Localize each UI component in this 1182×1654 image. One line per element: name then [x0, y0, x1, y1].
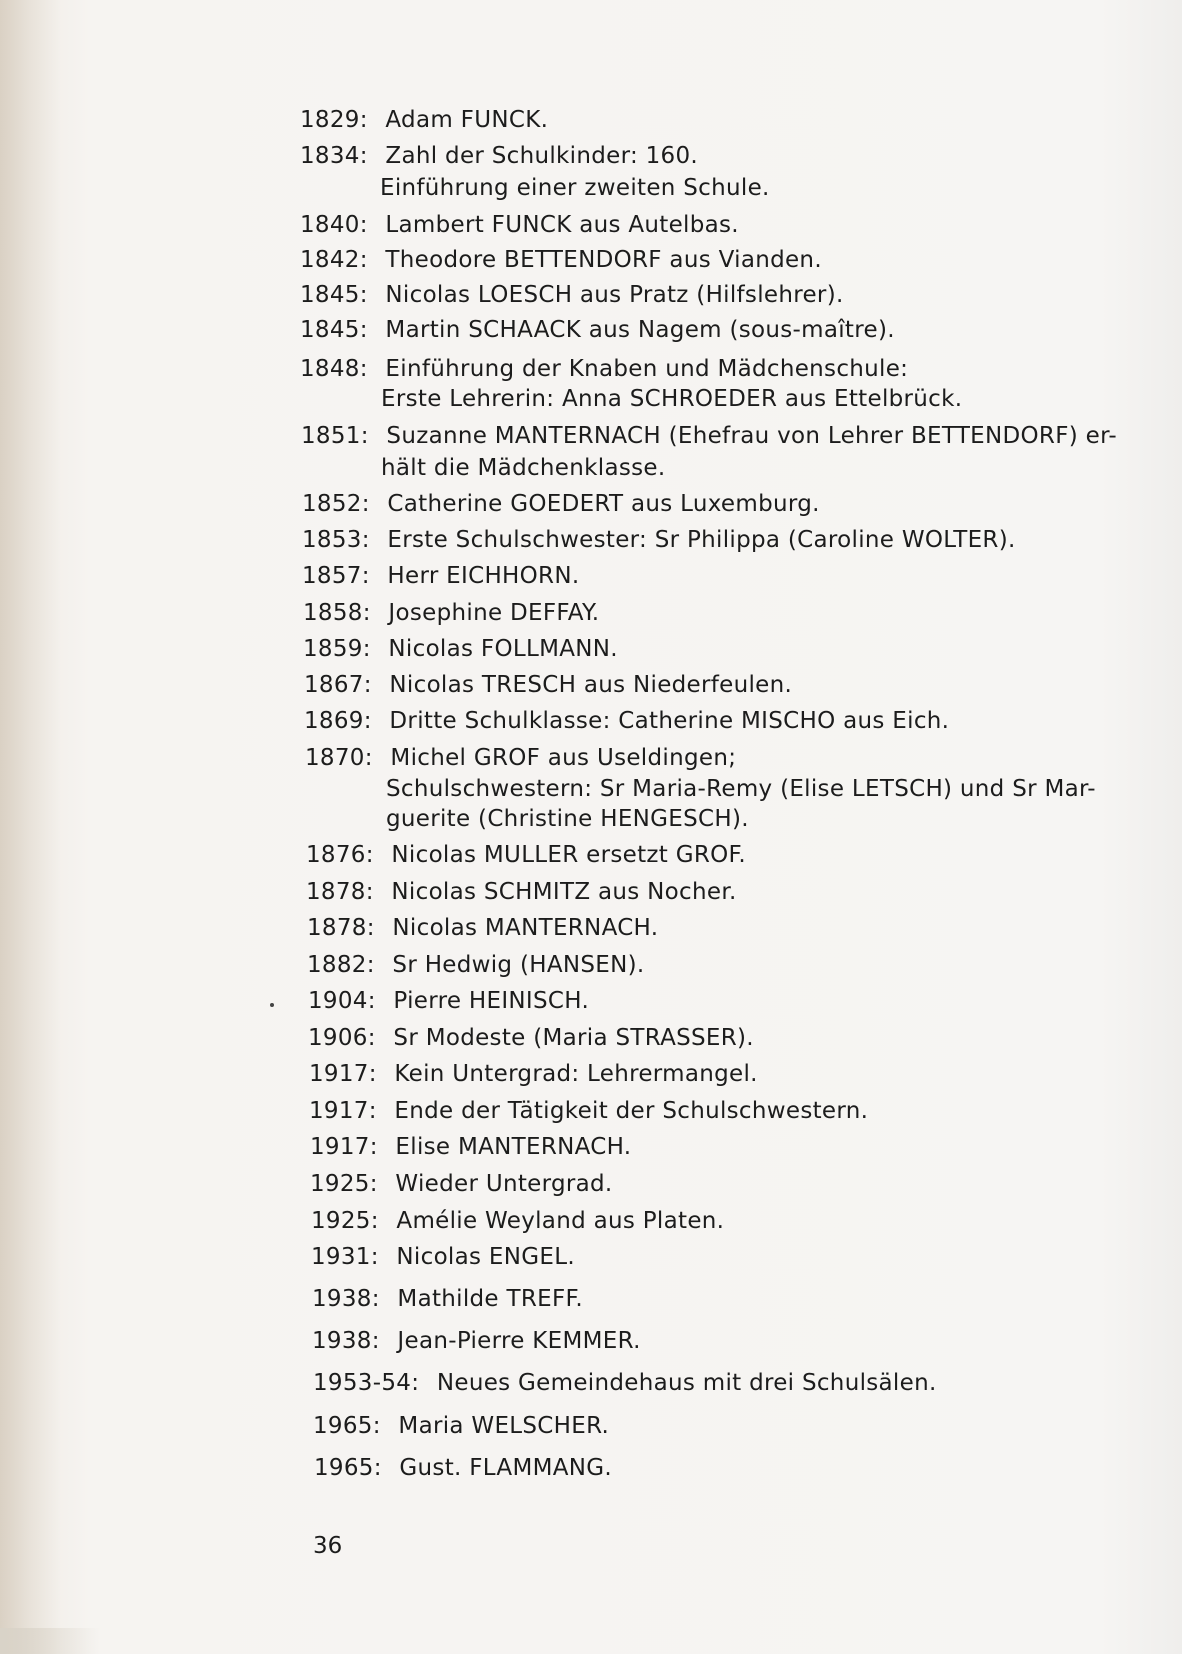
entry-text: Pierre HEINISCH. [393, 988, 590, 1014]
list-item [308, 985, 589, 1017]
entry-year: 1867: [304, 672, 372, 698]
entry-year: 1848: [300, 356, 368, 382]
list-item [312, 1283, 583, 1315]
list-item [307, 949, 644, 981]
entry-year: 1906: [308, 1025, 376, 1051]
list-item [310, 1168, 613, 1200]
entry-text: Adam FUNCK. [385, 107, 549, 133]
entry-text: Wieder Untergrad. [395, 1171, 613, 1197]
list-item [304, 705, 949, 737]
entry-continuation: hält die Mädchenklasse. [381, 455, 666, 481]
list-item [311, 1205, 724, 1237]
entry-year: 1852: [302, 491, 370, 517]
list-item [310, 1131, 631, 1163]
entry-year: 1953-54: [313, 1370, 420, 1396]
entry-year: 1829: [300, 107, 368, 133]
entry-continuation: Schulschwestern: Sr Maria-Remy (Elise LETSCH) und Sr Mar- [386, 776, 1096, 802]
entry-year: 1851: [301, 423, 369, 449]
entry-year: 1925: [311, 1208, 379, 1234]
list-item [300, 279, 844, 311]
stray-mark [270, 1003, 274, 1007]
entry-year: 1870: [305, 745, 373, 771]
entry-text: Michel GROF aus Useldingen; [390, 745, 737, 771]
entry-text: Mathilde TREFF. [397, 1286, 583, 1312]
entry-continuation: Erste Lehrerin: Anna SCHROEDER aus Ettelbrück. [381, 386, 963, 412]
list-item [300, 140, 698, 172]
entry-text: Martin SCHAACK aus Nagem (sous-maître). [385, 317, 895, 343]
entry-year: 1882: [307, 952, 375, 978]
entry-text: Zahl der Schulkinder: 160. [385, 143, 699, 169]
page-gutter-shadow [0, 0, 60, 1654]
list-item [312, 1325, 641, 1357]
entry-year: 1917: [309, 1061, 377, 1087]
entry-text: Suzanne MANTERNACH (Ehefrau von Lehrer BETTENDORF) er- [386, 423, 1117, 449]
entry-continuation: Einführung einer zweiten Schule. [380, 175, 770, 201]
entry-year: 1917: [310, 1134, 378, 1160]
entry-year: 1834: [300, 143, 368, 169]
entry-year: 1845: [300, 282, 368, 308]
entry-text: Maria WELSCHER. [398, 1413, 610, 1439]
list-item [308, 1022, 754, 1054]
entry-year: 1965: [314, 1455, 382, 1481]
list-item [302, 524, 1016, 556]
list-item [309, 1058, 758, 1090]
list-item [300, 314, 895, 346]
entry-text: Nicolas TRESCH aus Niederfeulen. [389, 672, 793, 698]
page-edge [0, 1628, 100, 1654]
entry-text: Sr Hedwig (HANSEN). [392, 952, 645, 978]
page-number: 36 [313, 1533, 343, 1559]
entry-text: Nicolas MANTERNACH. [392, 915, 659, 941]
list-item [301, 420, 1117, 452]
list-item [311, 1241, 575, 1273]
entry-year: 1925: [310, 1171, 378, 1197]
entry-text: Nicolas MULLER ersetzt GROF. [391, 842, 746, 868]
list-item [302, 560, 579, 592]
list-item [300, 104, 548, 136]
entry-continuation: guerite (Christine HENGESCH). [386, 806, 749, 832]
entry-text: Lambert FUNCK aus Autelbas. [385, 212, 739, 238]
list-item [306, 876, 737, 908]
list-item [306, 839, 746, 871]
list-item [313, 1410, 609, 1442]
entry-year: 1858: [303, 600, 371, 626]
entry-year: 1878: [306, 879, 374, 905]
entry-text: Ende der Tätigkeit der Schulschwestern. [394, 1098, 869, 1124]
list-item [309, 1095, 868, 1127]
entry-text: Erste Schulschwester: Sr Philippa (Caroline WOLTER). [387, 527, 1016, 553]
entry-text: Herr EICHHORN. [387, 563, 580, 589]
entry-year: 1931: [311, 1244, 379, 1270]
list-item [303, 633, 618, 665]
entry-text: Catherine GOEDERT aus Luxemburg. [387, 491, 820, 517]
entry-year: 1869: [304, 708, 372, 734]
entry-text: Elise MANTERNACH. [395, 1134, 632, 1160]
entry-year: 1878: [307, 915, 375, 941]
entry-year: 1859: [303, 636, 371, 662]
entry-year: 1938: [312, 1328, 380, 1354]
list-item [304, 669, 792, 701]
list-item [300, 244, 822, 276]
entry-text: Kein Untergrad: Lehrermangel. [394, 1061, 758, 1087]
list-item [313, 1367, 937, 1399]
list-item [300, 209, 739, 241]
entry-text: Gust. FLAMMANG. [399, 1455, 613, 1481]
entry-year: 1842: [300, 247, 368, 273]
entry-text: Dritte Schulklasse: Catherine MISCHO aus Eich. [389, 708, 950, 734]
entry-text: Nicolas SCHMITZ aus Nocher. [391, 879, 737, 905]
list-item [302, 488, 820, 520]
entry-text: Neues Gemeindehaus mit drei Schulsälen. [436, 1370, 937, 1396]
entry-text: Amélie Weyland aus Platen. [396, 1208, 725, 1234]
entry-year: 1938: [312, 1286, 380, 1312]
list-item [300, 353, 908, 385]
entry-year: 1840: [300, 212, 368, 238]
list-item [314, 1452, 612, 1484]
entry-year: 1965: [313, 1413, 381, 1439]
entry-year: 1917: [309, 1098, 377, 1124]
list-item [303, 597, 599, 629]
entry-text: Sr Modeste (Maria STRASSER). [393, 1025, 754, 1051]
entry-text: Jean-Pierre KEMMER. [397, 1328, 641, 1354]
entry-year: 1853: [302, 527, 370, 553]
entry-year: 1857: [302, 563, 370, 589]
entry-year: 1845: [300, 317, 368, 343]
entry-text: Nicolas LOESCH aus Pratz (Hilfslehrer). [385, 282, 844, 308]
entry-text: Nicolas FOLLMANN. [388, 636, 618, 662]
entry-year: 1876: [306, 842, 374, 868]
entry-text: Einführung der Knaben und Mädchenschule: [385, 356, 909, 382]
list-item [305, 742, 736, 774]
entry-text: Theodore BETTENDORF aus Vianden. [385, 247, 822, 273]
list-item [307, 912, 658, 944]
entry-text: Josephine DEFFAY. [388, 600, 600, 626]
entry-text: Nicolas ENGEL. [396, 1244, 575, 1270]
entry-year: 1904: [308, 988, 376, 1014]
